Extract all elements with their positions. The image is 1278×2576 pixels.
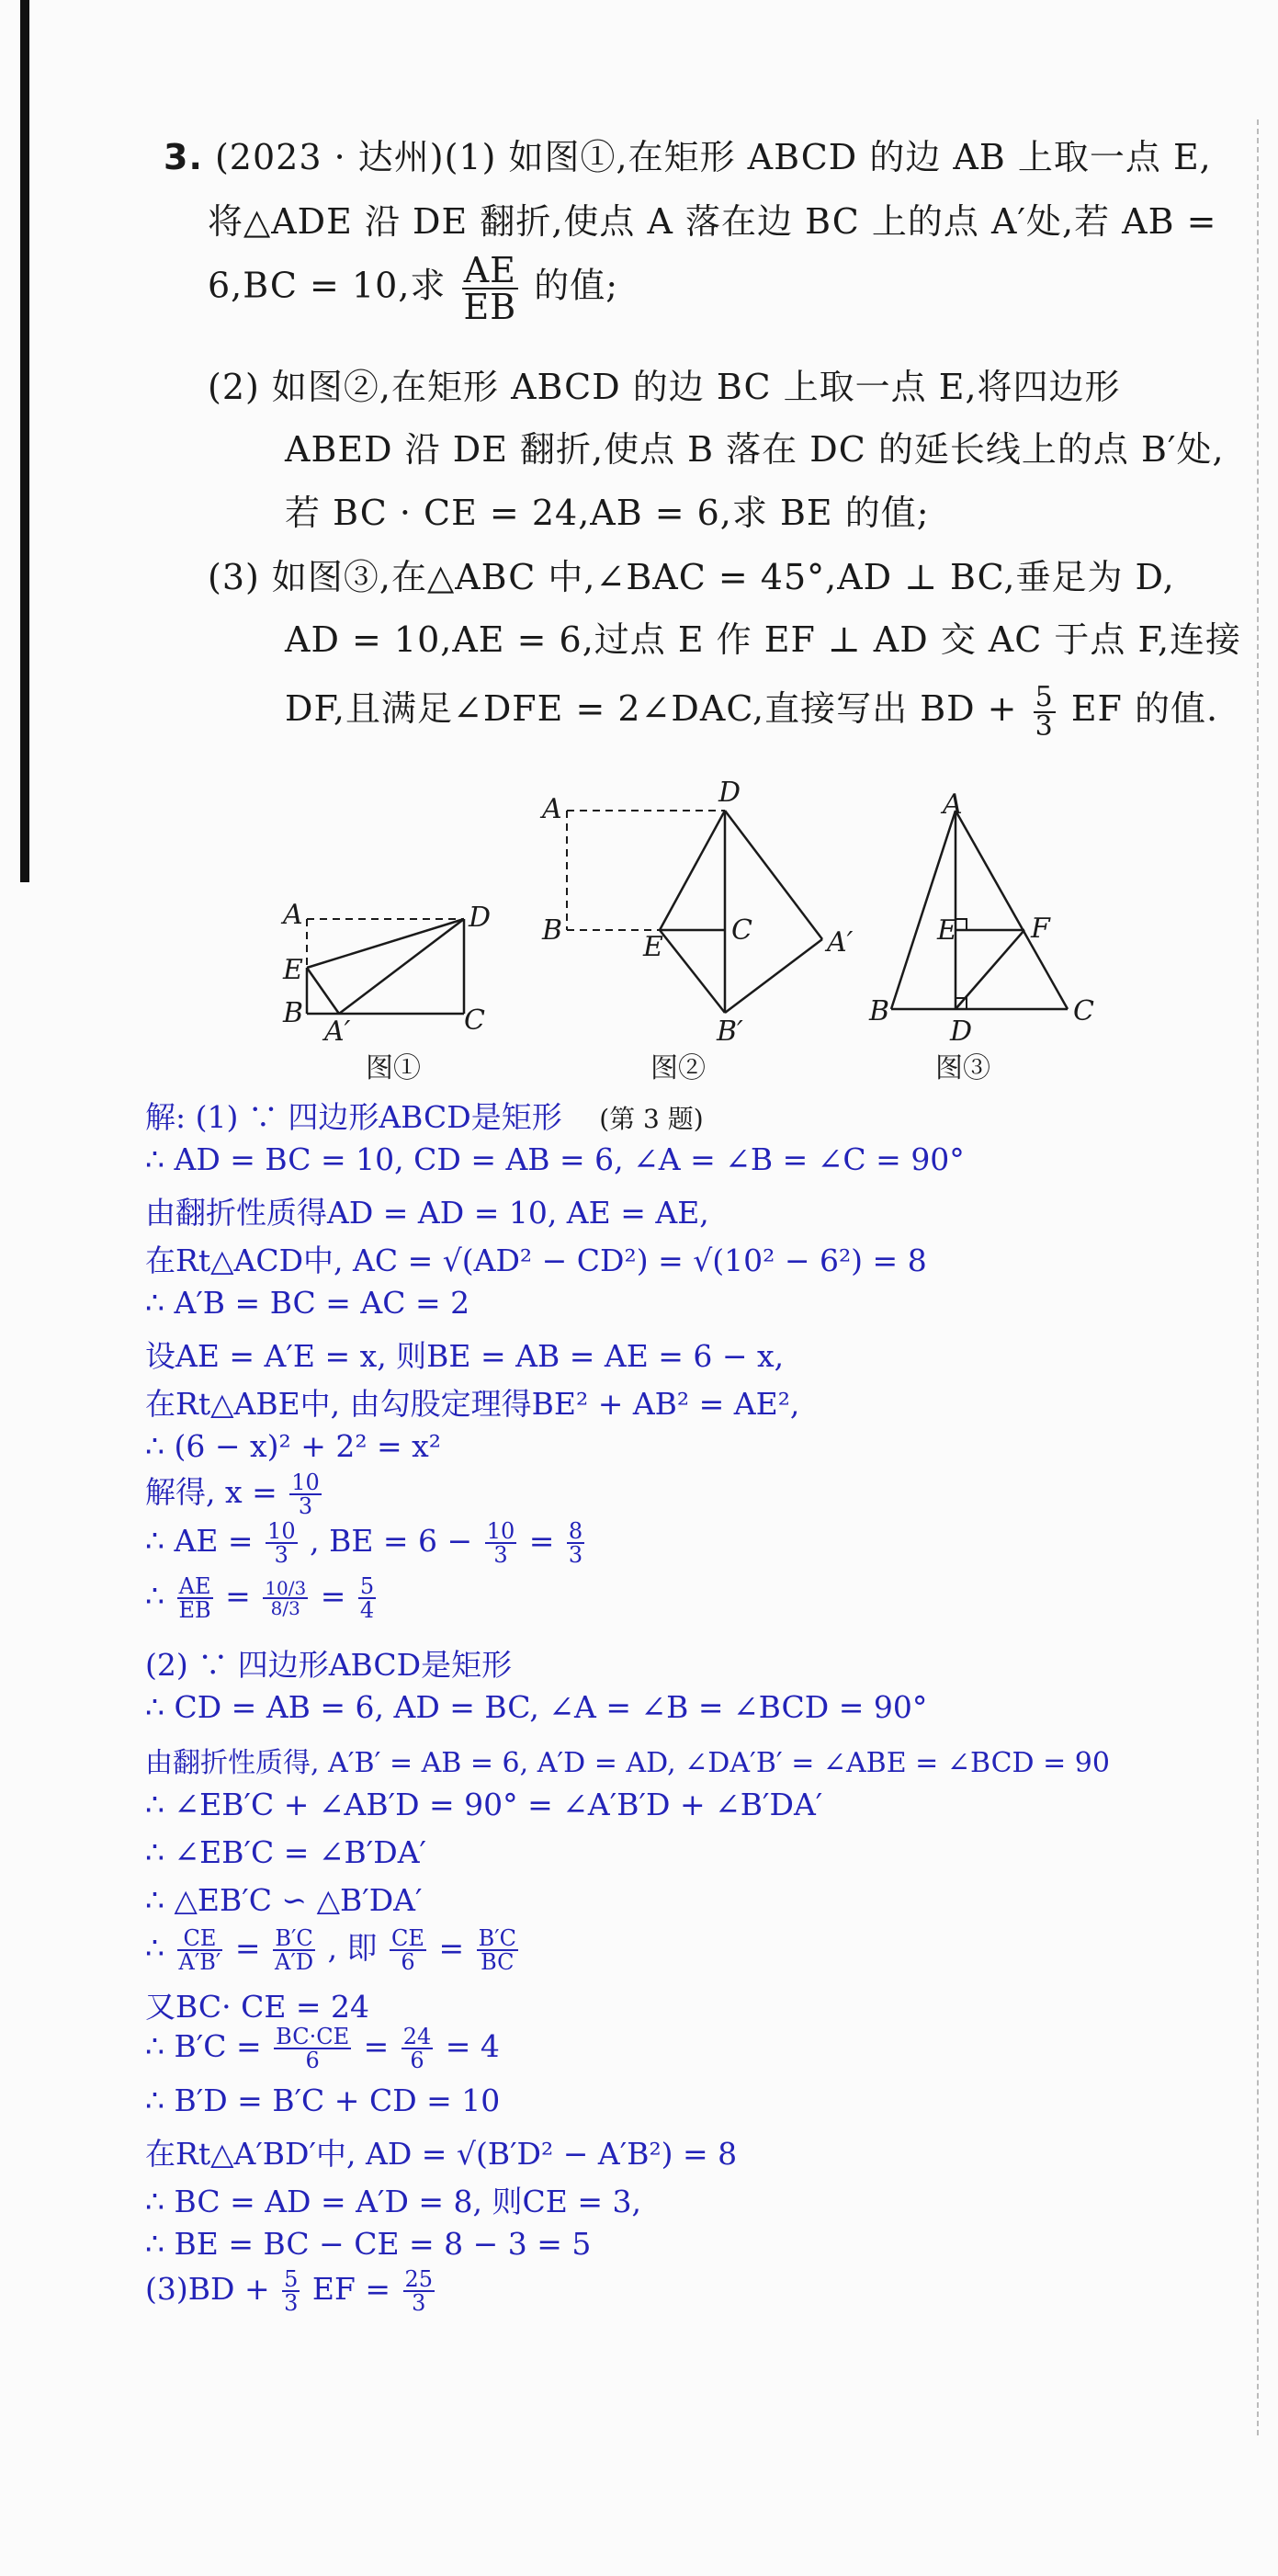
fraction	[477, 1927, 518, 1973]
frac-num: 10	[486, 1518, 515, 1544]
solution-line-25-mid: EF =	[311, 2271, 391, 2307]
solution-line-12: (2) ∵ 四边形ABCD是矩形	[145, 1647, 513, 1683]
frac-num: 10	[267, 1518, 296, 1544]
figure-1	[280, 899, 491, 1048]
fig1-label-a1: A′	[324, 1016, 351, 1048]
fig1-label-a: A	[283, 899, 303, 931]
problem-caption: (第 3 题)	[599, 1104, 704, 1134]
part3-line-3-pre: DF,且满足∠DFE = 2∠DAC,直接写出 BD +	[285, 688, 1018, 729]
frac-num: 24	[402, 2024, 432, 2049]
frac-num: B′C	[478, 1925, 517, 1951]
frac-num: 5	[284, 2266, 299, 2292]
solution-line-25-pre: (3)BD +	[145, 2271, 270, 2307]
frac-num: BC·CE	[276, 2024, 350, 2049]
part2-line-3: 若 BC · CE = 24,AB = 6,求 BE 的值;	[285, 493, 930, 533]
frac-den: 6	[410, 2048, 424, 2073]
fig3-label-f: F	[1031, 913, 1050, 945]
fraction	[401, 2026, 434, 2071]
frac-num: 5	[1035, 680, 1054, 713]
solution-line-18	[145, 1924, 521, 1973]
solution-line-10-post: =	[528, 1523, 555, 1559]
fig1-label-d: D	[469, 902, 492, 934]
solution-line-5: ∴ A′B = BC = AC = 2	[145, 1285, 470, 1321]
fraction	[485, 1520, 517, 1566]
frac-den: 3	[412, 2290, 426, 2316]
fraction	[177, 1927, 223, 1973]
equals: =	[363, 2028, 390, 2064]
frac-den: EB	[178, 1597, 211, 1623]
frac-num: CE	[391, 1925, 424, 1951]
part3-line-3-post: EF 的值.	[1070, 688, 1219, 729]
problem-line-3-pre: 6,BC = 10,求	[208, 265, 447, 306]
solution-line-17: ∴ △EB′C ∽ △B′DA′	[145, 1882, 423, 1918]
fig2-label-b: B	[542, 914, 563, 947]
fig2-label-a: A	[542, 793, 562, 825]
frac-den: 3	[284, 2290, 299, 2316]
frac-den: 6	[305, 2048, 320, 2073]
solution-line-10-mid: , BE = 6 −	[310, 1523, 473, 1559]
frac-num: CE	[177, 1927, 223, 1951]
problem-number: 3.	[164, 137, 203, 177]
frac-den: 6	[401, 1949, 415, 1975]
solution-line-20-pre: ∴ B′C =	[145, 2028, 262, 2064]
fraction	[266, 1520, 298, 1566]
fraction	[403, 2268, 435, 2314]
frac-num: 5	[359, 1573, 375, 1599]
frac-den: BC	[481, 1949, 515, 1975]
solution-line-20	[145, 2026, 500, 2071]
solution-line-18-mid: , 即	[327, 1930, 378, 1966]
frac-den: 3	[568, 1542, 583, 1568]
solution-line-10	[145, 1520, 587, 1566]
solution-line-9	[145, 1469, 324, 1517]
solution-line-15: ∴ ∠EB′C + ∠AB′D = 90° = ∠A′B′D + ∠B′DA′	[145, 1787, 823, 1822]
solution-line-13: ∴ CD = AB = 6, AD = BC, ∠A = ∠B = ∠BCD = 90°	[145, 1689, 928, 1725]
frac-den: A′B′	[178, 1949, 221, 1975]
frac-den: 3	[1035, 709, 1054, 743]
fig3-label-d: D	[950, 1016, 973, 1048]
frac-den: 3	[298, 1493, 313, 1519]
fig2-caption: 图②	[650, 1052, 706, 1084]
equals: =	[320, 1578, 346, 1614]
frac-num: 8	[568, 1518, 583, 1544]
solution-line-10-pre: ∴ AE =	[145, 1523, 254, 1559]
frac-den: 4	[359, 1597, 375, 1623]
figures-svg	[0, 0, 1278, 1103]
frac-num: AE	[462, 253, 519, 289]
solution-line-24: ∴ BE = BC − CE = 8 − 3 = 5	[145, 2226, 592, 2262]
solution-line-6: 设AE = A′E = x, 则BE = AB = AE = 6 − x,	[145, 1338, 785, 1374]
fraction	[358, 1575, 376, 1621]
part3-line-2: AD = 10,AE = 6,过点 E 作 EF ⊥ AD 交 AC 于点 F,连接	[285, 619, 1242, 660]
frac-num: B′C	[273, 1927, 315, 1951]
fraction	[282, 2268, 300, 2314]
figure-3	[868, 789, 1094, 1048]
solution-line-2: ∴ AD = BC = 10, CD = AB = 6, ∠A = ∠B = ∠C = 90°	[145, 1141, 965, 1177]
problem-line-2: 将△ADE 沿 DE 翻折,使点 A 落在边 BC 上的点 A′处,若 AB =	[208, 201, 1217, 242]
frac-num: 10/3	[265, 1577, 307, 1599]
solution-line-21: ∴ B′D = B′C + CD = 10	[145, 2082, 501, 2118]
solution-line-11	[145, 1575, 379, 1621]
fraction	[177, 1575, 213, 1621]
fig3-label-c: C	[1073, 995, 1094, 1027]
solution-line-9-pre: 解得, x =	[145, 1474, 277, 1510]
frac-num: 10	[291, 1470, 320, 1495]
fig3-label-e: E	[937, 914, 957, 947]
problem-text: (2023 · 达州)(1) 如图①,在矩形 ABCD 的边 AB 上取一点 E,	[214, 137, 1212, 177]
fig2-label-c: C	[731, 914, 752, 947]
fraction	[567, 1520, 584, 1566]
frac-den: EB	[463, 287, 517, 327]
fig2-label-a1: A′	[827, 926, 854, 959]
solution-line-7: 在Rt△ABE中, 由勾股定理得BE² + AB² = AE²,	[145, 1386, 800, 1422]
fig1-caption: 图①	[366, 1052, 421, 1084]
part2-line-2: ABED 沿 DE 翻折,使点 B 落在 DC 的延长线上的点 B′处,	[285, 429, 1225, 470]
fraction	[390, 1927, 426, 1973]
frac-den: A′D	[275, 1949, 314, 1975]
solution-line-25	[145, 2268, 437, 2314]
solution-line-20-post: = 4	[445, 2028, 500, 2064]
equals: =	[225, 1578, 251, 1614]
solution-line-3: 由翻折性质得AD = AD = 10, AE = AE,	[145, 1195, 709, 1231]
fig2-label-e: E	[643, 931, 663, 963]
fig3-caption: 图③	[935, 1052, 990, 1084]
fraction	[273, 1927, 315, 1973]
fraction	[263, 1579, 308, 1617]
solution-line-1	[145, 1094, 704, 1137]
fraction	[289, 1471, 322, 1517]
solution-line-19: 又BC· CE = 24	[145, 1989, 370, 2025]
part2-line-1: (2) 如图②,在矩形 ABCD 的边 BC 上取一点 E,将四边形	[208, 367, 1121, 407]
fraction	[274, 2026, 351, 2071]
solution-line-22: 在Rt△A′BD′中, AD = √(B′D² − A′B²) = 8	[145, 2136, 738, 2172]
solution-line-11-pre: ∴	[145, 1578, 164, 1614]
fig2-label-d: D	[718, 777, 741, 809]
part3-line-1: (3) 如图③,在△ABC 中,∠BAC = 45°,AD ⊥ BC,垂足为 D,	[208, 557, 1175, 597]
solution-line-8: ∴ (6 − x)² + 2² = x²	[145, 1428, 442, 1464]
fig1-label-e: E	[283, 954, 303, 986]
fig2-label-b1: B′	[717, 1016, 743, 1048]
fig3-label-b: B	[869, 995, 890, 1027]
frac-den: 8/3	[270, 1597, 300, 1619]
solution-line-1-text: 解: (1) ∵ 四边形ABCD是矩形	[145, 1099, 562, 1135]
equals: =	[234, 1930, 261, 1966]
fig1-label-b: B	[283, 997, 304, 1029]
solution-line-18-pre: ∴	[145, 1930, 164, 1966]
solution-line-4: 在Rt△ACD中, AC = √(AD² − CD²) = √(10² − 6²) = 8	[145, 1243, 927, 1278]
frac-den: 3	[493, 1542, 508, 1568]
frac-den: 3	[274, 1542, 288, 1568]
solution-line-14: 由翻折性质得, A′B′ = AB = 6, A′D = AD, ∠DA′B′ = ∠ABE = ∠BCD = 90	[145, 1747, 1110, 1779]
equals: =	[438, 1930, 465, 1966]
solution-line-23: ∴ BC = AD = A′D = 8, 则CE = 3,	[145, 2184, 641, 2219]
solution-line-16: ∴ ∠EB′C = ∠B′DA′	[145, 1834, 427, 1870]
problem-line-3-post: 的值;	[534, 265, 619, 306]
frac-num: 25	[404, 2266, 434, 2292]
figure-2	[539, 777, 854, 1048]
fig3-label-a: A	[943, 789, 963, 821]
fig1-label-c: C	[464, 1004, 485, 1037]
frac-num: AE	[177, 1575, 213, 1599]
